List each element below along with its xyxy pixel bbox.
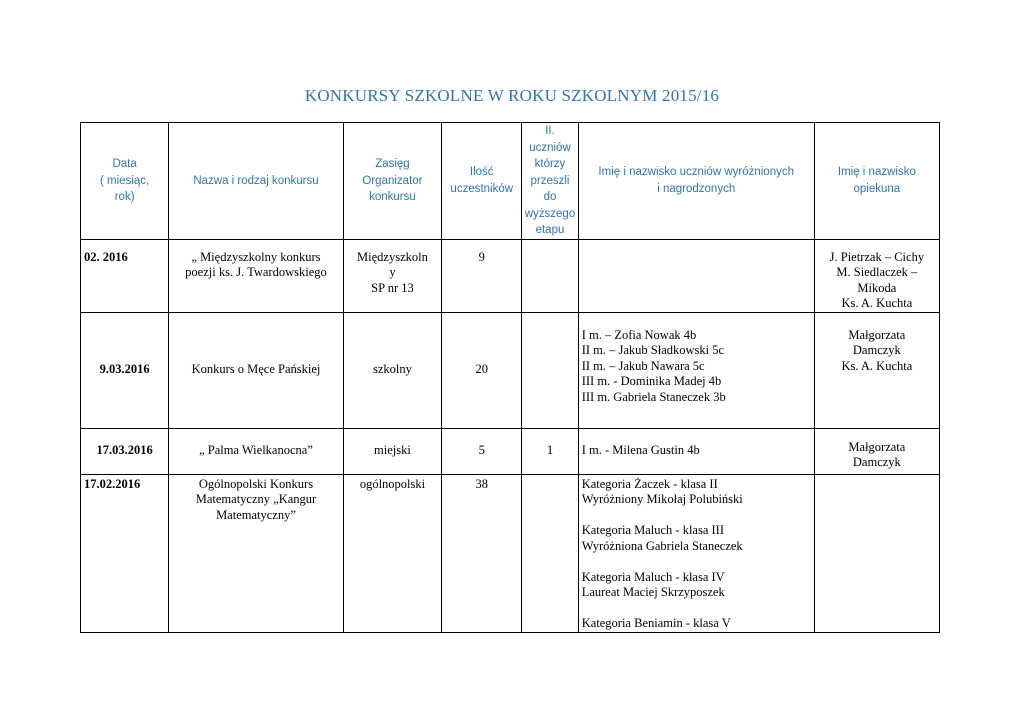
header-scope: Zasięg Organizator konkursu <box>343 123 442 240</box>
cell-contest-name: „ Międzyszkolny konkurs poezji ks. J. Twardowskiego <box>169 239 343 312</box>
table-row <box>81 428 940 474</box>
cell-winners <box>578 239 814 312</box>
cell-participants: 20 <box>442 312 522 428</box>
cell-date: 17.02.2016 <box>81 474 169 632</box>
cell-date: 02. 2016 <box>81 239 169 312</box>
header-winners: Imię i nazwisko uczniów wyróżnionych i nagrodzonych <box>578 123 814 240</box>
cell-tutor: J. Pietrzak – Cichy M. Siedlaczek – Mikoda Ks. A. Kuchta <box>814 239 939 312</box>
cell-scope: szkolny <box>343 312 442 428</box>
table-row <box>81 239 940 312</box>
cell-participants: 38 <box>442 474 522 632</box>
header-contest-name: Nazwa i rodzaj konkursu <box>169 123 343 240</box>
cell-advanced <box>522 312 578 428</box>
table-row <box>81 474 940 632</box>
cell-winners: I m. - Milena Gustin 4b <box>578 428 814 474</box>
cell-scope: ogólnopolski <box>343 474 442 632</box>
cell-advanced <box>522 239 578 312</box>
cell-date: 9.03.2016 <box>81 312 169 428</box>
cell-advanced <box>522 474 578 632</box>
cell-tutor: Małgorzata Damczyk Ks. A. Kuchta <box>814 312 939 428</box>
cell-date: 17.03.2016 <box>81 428 169 474</box>
header-participants: Ilość uczestników <box>442 123 522 240</box>
cell-winners: Kategoria Żaczek - klasa II Wyróżniony Mikołaj Polubiński Kategoria Maluch - klasa III Wyróżniona Gabriela Staneczek Kategoria Maluch - klasa IV Laureat Maciej Skrzyposzek Kategoria Beniamin - klasa V <box>578 474 814 632</box>
cell-tutor <box>814 474 939 632</box>
cell-winners: I m. – Zofia Nowak 4b II m. – Jakub Sładkowski 5c II m. – Jakub Nawara 5c III m. - Dominika Madej 4b III m. Gabriela Staneczek 3b <box>578 312 814 428</box>
header-tutor: Imię i nazwisko opiekuna <box>814 123 939 240</box>
cell-tutor: Małgorzata Damczyk <box>814 428 939 474</box>
cell-advanced: 1 <box>522 428 578 474</box>
cell-contest-name: Ogólnopolski Konkurs Matematyczny „Kangur Matematyczny” <box>169 474 343 632</box>
header-row <box>81 123 940 240</box>
cell-scope: miejski <box>343 428 442 474</box>
header-advanced: II. uczniów którzy przeszli do wyższego etapu <box>522 123 578 240</box>
contests-table <box>80 122 940 633</box>
page-title: KONKURSY SZKOLNE W ROKU SZKOLNYM 2015/16 <box>304 86 720 105</box>
cell-contest-name: Konkurs o Męce Pańskiej <box>169 312 343 428</box>
header-date: Data ( miesiąc, rok) <box>81 123 169 240</box>
table-row <box>81 312 940 428</box>
cell-participants: 5 <box>442 428 522 474</box>
cell-contest-name: „ Palma Wielkanocna” <box>169 428 343 474</box>
cell-scope: Międzyszkoln y SP nr 13 <box>343 239 442 312</box>
cell-participants: 9 <box>442 239 522 312</box>
